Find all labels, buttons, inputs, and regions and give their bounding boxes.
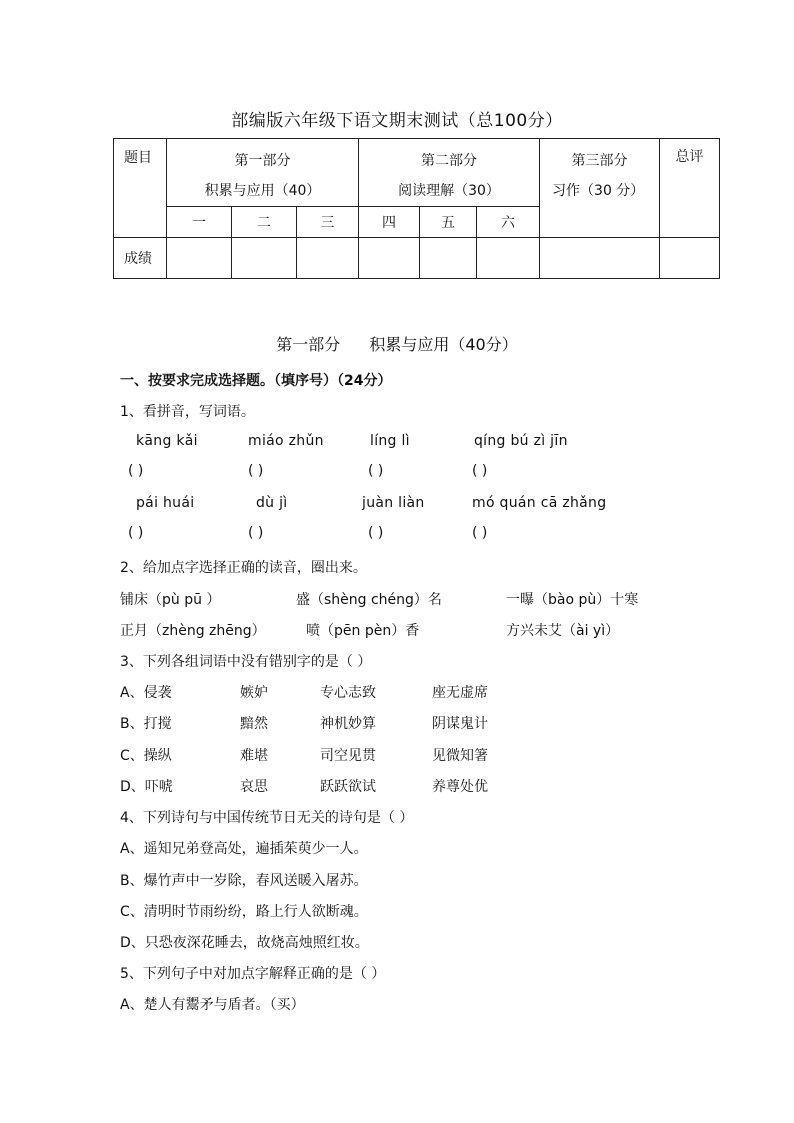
part3-sub: 习作（30 分）: [552, 183, 645, 199]
answer-blank[interactable]: ( ): [128, 525, 144, 541]
q3-option-word: 座无虚席: [432, 685, 488, 701]
q4-option: C、清明时节雨纷纷，路上行人欲断魂。: [120, 904, 368, 920]
answer-blank[interactable]: ( ): [368, 525, 384, 541]
part1-name: 第一部分: [234, 153, 291, 169]
part1-header: [167, 139, 359, 207]
pinyin: mó quán cā zhǎng: [472, 495, 607, 511]
q2-item: 盛（shèng chéng）名: [296, 592, 442, 608]
pinyin: kāng kǎi: [136, 433, 198, 449]
q2-item: 铺床（pù pū ）: [120, 592, 221, 608]
section-title-name: 积累与应用（40分）: [369, 335, 518, 354]
question-group-1: 一、按要求完成选择题。（填序号）（24分）: [120, 373, 392, 389]
pinyin: miáo zhǔn: [248, 433, 324, 449]
score-cell[interactable]: [660, 238, 720, 279]
col-1: 一: [167, 207, 232, 238]
answer-blank[interactable]: ( ): [472, 525, 488, 541]
col-4: 四: [359, 207, 420, 238]
part3-header: [540, 139, 660, 238]
pinyin: líng lì: [370, 433, 410, 449]
q1-text: 1、看拼音，写词语。: [120, 404, 255, 420]
col-3: 三: [297, 207, 359, 238]
col-5: 五: [420, 207, 477, 238]
col-2: 二: [232, 207, 297, 238]
q3-option-word: 见微知箸: [432, 748, 488, 764]
q3-option-word: 跃跃欲试: [320, 779, 376, 795]
q5-option: A、楚人有鬻矛与盾者。（买）: [120, 997, 305, 1013]
answer-blank[interactable]: ( ): [472, 463, 488, 479]
q3-option-label: C、操纵: [120, 748, 172, 764]
pinyin: dù jì: [256, 495, 288, 511]
total-header: 总评: [660, 139, 720, 238]
q4-text: 4、下列诗句与中国传统节日无关的诗句是（ ）: [120, 810, 414, 826]
q4-option: D、只恐夜深花睡去，故烧高烛照红妆。: [120, 935, 369, 951]
score-table: [113, 138, 720, 279]
part2-name: 第二部分: [421, 153, 478, 169]
q3-option-word: 黯然: [240, 716, 268, 732]
q3-option-word: 阴谋鬼计: [432, 716, 488, 732]
answer-blank[interactable]: ( ): [248, 463, 264, 479]
pinyin: juàn liàn: [362, 495, 425, 511]
q3-text: 3、下列各组词语中没有错别字的是（ ）: [120, 654, 372, 670]
exam-title: 部编版六年级下语文期末测试（总100分）: [231, 111, 563, 131]
part2-sub: 阅读理解（30）: [398, 183, 500, 199]
score-cell[interactable]: [297, 238, 359, 279]
score-cell[interactable]: [477, 238, 540, 279]
pinyin: pái huái: [136, 495, 195, 511]
answer-blank[interactable]: ( ): [248, 525, 264, 541]
part2-header: [359, 139, 540, 207]
q5-text: 5、下列句子中对加点字解释正确的是（ ）: [120, 966, 386, 982]
q4-option: B、爆竹声中一岁除，春风送暖入屠苏。: [120, 873, 368, 889]
answer-blank[interactable]: ( ): [368, 463, 384, 479]
part1-sub: 积累与应用（40）: [204, 183, 321, 199]
q2-item: 喷（pēn pèn）香: [306, 623, 420, 639]
q3-option-label: B、打搅: [120, 716, 172, 732]
q3-option-word: 难堪: [240, 748, 268, 764]
pinyin: qíng bú zì jīn: [474, 433, 568, 449]
section-title-part: 第一部分: [276, 335, 341, 354]
section-title: [0, 332, 794, 355]
q3-option-word: 嫉妒: [240, 685, 268, 701]
row-head-label: 题目: [114, 139, 167, 238]
q3-option-label: D、吓唬: [120, 779, 173, 795]
q2-text: 2、给加点字选择正确的读音，圈出来。: [120, 560, 367, 576]
q3-option-label: A、侵袭: [120, 685, 172, 701]
q2-item: 正月（zhèng zhēng）: [120, 623, 266, 639]
q2-item: 一曝（bào pù）十寒: [506, 592, 639, 608]
score-cell[interactable]: [359, 238, 420, 279]
q4-option: A、遥知兄弟登高处，遍插茱萸少一人。: [120, 841, 368, 857]
score-label: 成绩: [114, 238, 167, 279]
q3-option-word: 司空见贯: [320, 748, 376, 764]
part3-name: 第三部分: [571, 153, 628, 169]
col-6: 六: [477, 207, 540, 238]
score-cell[interactable]: [540, 238, 660, 279]
q3-option-word: 养尊处优: [432, 779, 488, 795]
q2-item: 方兴未艾（ài yì）: [506, 623, 620, 639]
q3-option-word: 专心志致: [320, 685, 376, 701]
q3-option-word: 神机妙算: [320, 716, 376, 732]
q3-option-word: 哀思: [240, 779, 268, 795]
score-cell[interactable]: [232, 238, 297, 279]
score-cell[interactable]: [420, 238, 477, 279]
answer-blank[interactable]: ( ): [128, 463, 144, 479]
score-cell[interactable]: [167, 238, 232, 279]
